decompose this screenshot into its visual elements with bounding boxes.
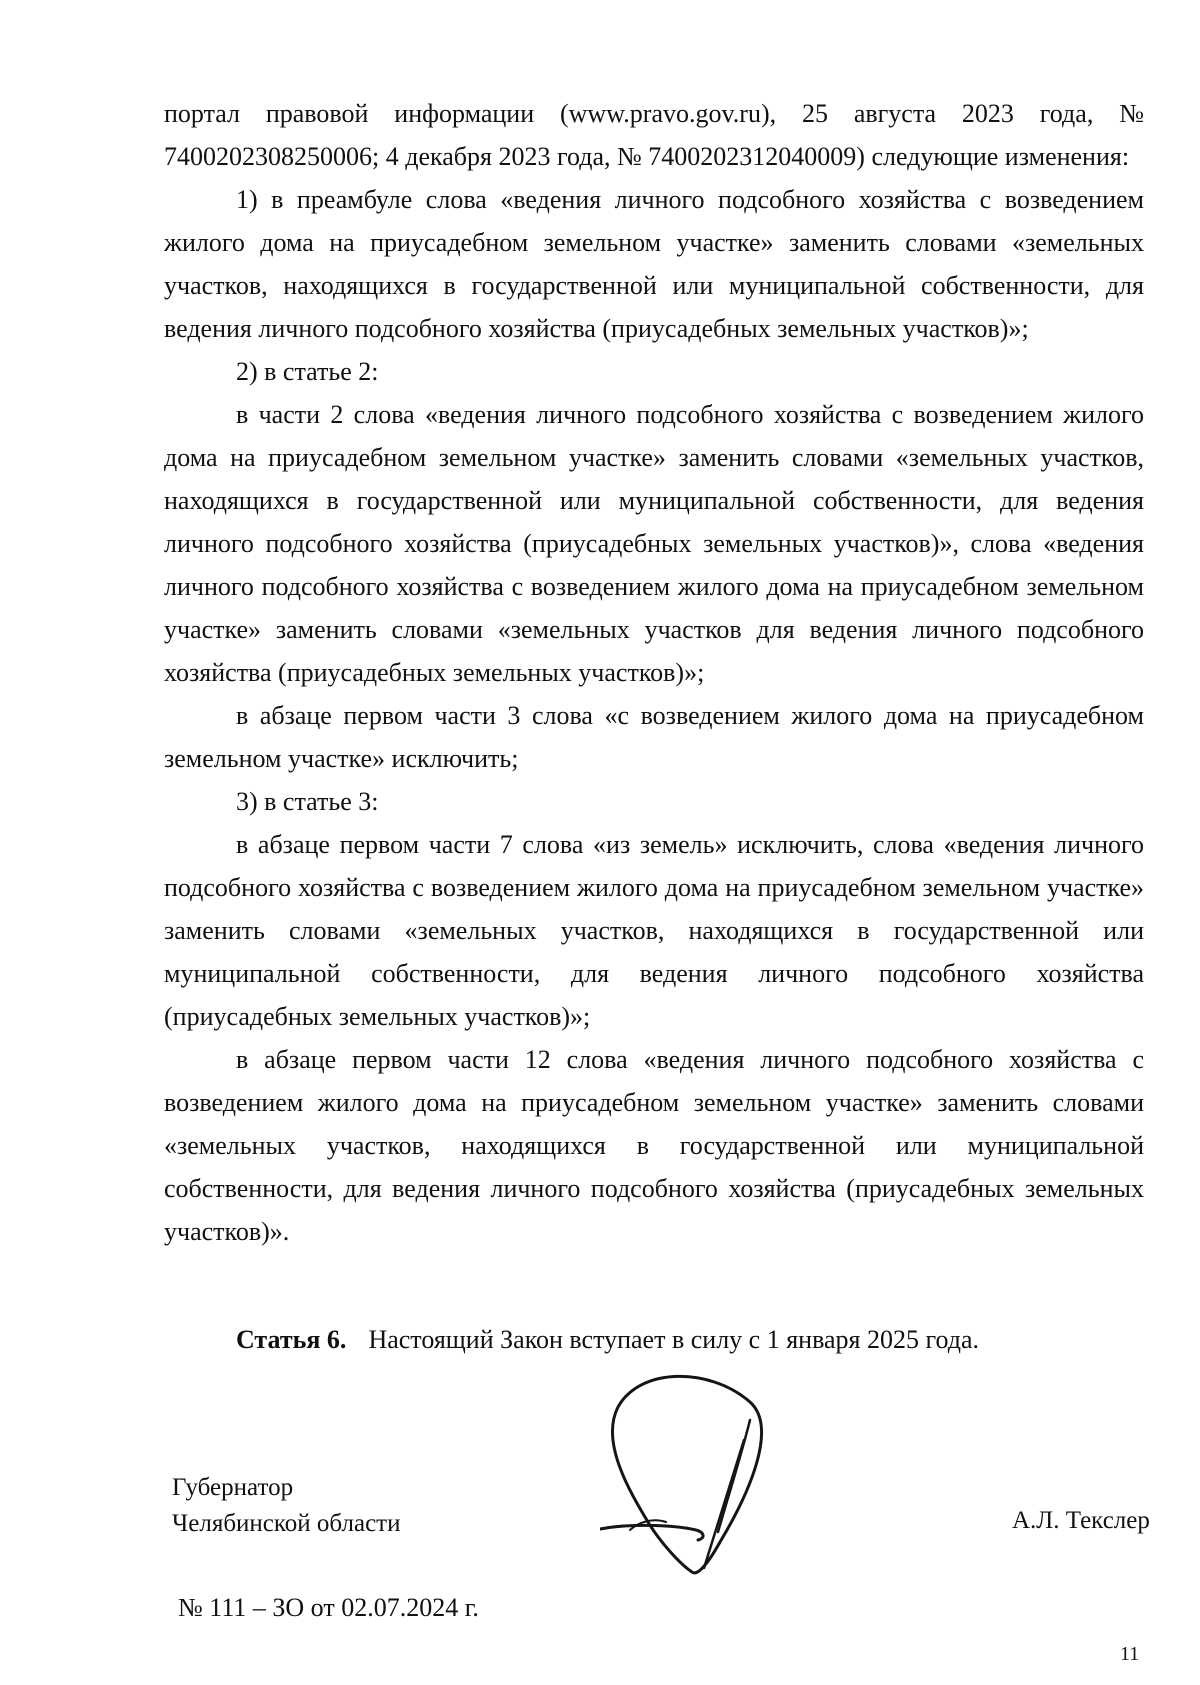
paragraph-0: портал правовой информации (www.pravo.gov.ru), 25 августа 2023 года, № 7400202308250006; 4 декабря 2023 года, № 7400202312040009) следующие изменения: <box>164 99 1144 171</box>
article-text: Настоящий Закон вступает в силу с 1 января 2025 года. <box>368 1325 980 1354</box>
signer-title <box>172 1470 400 1542</box>
paragraph-5: 3) в статье 3: <box>236 787 379 816</box>
signer-title-line2: Челябинской области <box>172 1510 401 1537</box>
paragraph-2: 2) в статье 2: <box>236 357 379 386</box>
signer-title-line1: Губернатор <box>172 1474 294 1501</box>
paragraph-1: 1) в преамбуле слова «ведения личного подсобного хозяйства с возведением жилого дома на приусадебном земельном участке» заменить словами «земельных участков, находящихся в государственной или муниципальной собственности, для ведения личного подсобного хозяйства (приусадебных земельных участков)»; <box>164 185 1144 343</box>
article-6 <box>236 1318 979 1361</box>
paragraph-6: в абзаце первом части 7 слова «из земель» исключить, слова «ведения личного подсобного хозяйства с возведением жилого дома на приусадебном земельном участке» заменить словами «земельных участков, находящихся в государственной или муниципальной собственности, для ведения личного подсобного хозяйства (приусадебных земельных участков)»; <box>164 830 1144 1031</box>
paragraph-4: в абзаце первом части 3 слова «с возведением жилого дома на приусадебном земельном участке» исключить; <box>164 701 1144 773</box>
document-body <box>164 92 1144 1253</box>
signer-name: А.Л. Текслер <box>1012 1507 1150 1534</box>
paragraph-7: в абзаце первом части 12 слова «ведения личного подсобного хозяйства с возведением жилого дома на приусадебном земельном участке» заменить словами «земельных участков, находящихся в государственной или муниципальной собственности, для ведения личного подсобного хозяйства (приусадебных земельных участков)». <box>164 1045 1144 1246</box>
article-label: Статья 6. <box>236 1325 347 1354</box>
page-number: 11 <box>1120 1643 1140 1665</box>
handwritten-signature <box>600 1372 770 1582</box>
paragraph-3: в части 2 слова «ведения личного подсобного хозяйства с возведением жилого дома на приусадебном земельном участке» заменить словами «земельных участков, находящихся в государственной или муниципальной собственности, для ведения личного подсобного хозяйства (приусадебных земельных участков)», слова «ведения личного подсобного хозяйства с возведением жилого дома на приусадебном земельном участке» заменить словами «земельных участков для ведения личного подсобного хозяйства (приусадебных земельных участков)»; <box>164 400 1144 687</box>
law-number: № 111 – ЗО от 02.07.2024 г. <box>178 1593 479 1622</box>
